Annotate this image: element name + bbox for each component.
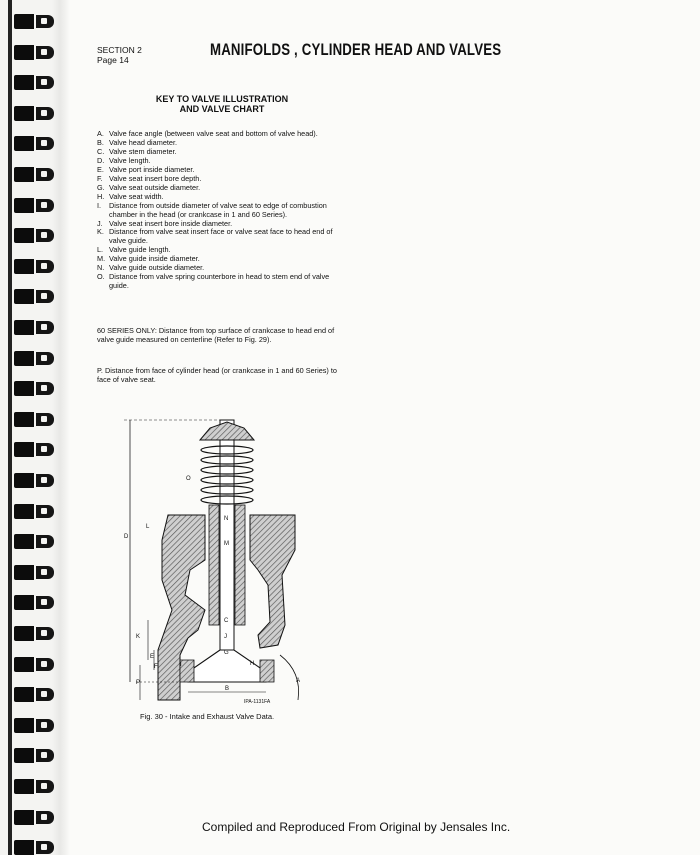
label-f: F [154,664,158,670]
label-d: D [124,534,129,540]
label-b: B [225,686,230,692]
key-description: Valve length. [109,155,151,165]
note-p: P. Distance from face of cylinder head (or crankcase in 1 and 60 Series) to face of valve seat. [97,366,337,384]
binding-ring [14,259,54,274]
binding-ring [14,14,54,29]
binding-ring [14,626,54,641]
key-letter: H. [97,191,105,201]
label-l: L [146,524,150,530]
key-letter: K. [97,227,104,237]
binding-ring [14,198,54,213]
binding-ring [14,167,54,182]
label-g: G [224,650,229,656]
label-a: A [296,678,301,684]
key-letter: G. [97,182,105,192]
key-description: Valve seat width. [109,191,164,201]
label-m: M [224,541,229,547]
key-description: Valve seat outside diameter. [109,182,201,192]
binding-ring [14,442,54,457]
note-60-series: 60 SERIES ONLY: Distance from top surface of crankcase to head end of valve guide measured on centerline (Refer to Fig. 29). [97,326,335,344]
binding-ring [14,136,54,151]
page-number: Page 14 [97,55,129,65]
key-description: Valve guide length. [109,245,171,255]
key-heading-line1: KEY TO VALVE ILLUSTRATION [155,94,289,104]
key-letter: B. [97,137,104,147]
label-k: K [136,634,141,640]
key-letter: A. [97,129,104,138]
binding-ring [14,473,54,488]
binding-ring [14,228,54,243]
key-letter: N. [97,263,105,273]
key-description: Distance from valve seat insert face or valve seat face to head end of valve guide. [109,227,333,246]
section-label [97,45,142,65]
key-heading-line2: AND VALVE CHART [179,104,265,114]
binding-ring [14,840,54,855]
label-p: P [136,680,141,686]
key-description: Valve face angle (between valve seat and bottom of valve head). [109,129,318,138]
cylinder-head-right [250,515,295,648]
binding-ring [14,45,54,60]
key-list [97,130,350,291]
key-letter: D. [97,155,105,165]
key-item [97,228,350,246]
binding-ring [14,289,54,304]
figure-code: IPA-1131FA [244,699,271,705]
binding-ring [14,810,54,825]
label-e: E [150,654,155,660]
binding-ring [14,504,54,519]
label-h: H [250,661,255,667]
key-description: Valve head diameter. [109,137,178,147]
page-title: MANIFOLDS , CYLINDER HEAD AND VALVES [210,40,502,59]
footer-credit: Compiled and Reproduced From Original by Jensales Inc. [202,820,511,834]
binding-ring [14,687,54,702]
binding-ring [14,657,54,672]
binding-ring [14,381,54,396]
key-letter: I. [97,200,102,210]
binding-ring [14,595,54,610]
label-j: J [224,634,227,640]
key-description: Valve stem diameter. [109,146,177,156]
binding-ring [14,351,54,366]
label-c: C [224,618,229,624]
spring-retainer [200,422,254,440]
binding-ring [14,534,54,549]
key-item [97,202,350,220]
key-item [97,273,350,291]
key-letter: F. [97,173,103,183]
binding-ring [14,75,54,90]
key-letter: L. [97,245,104,255]
key-letter: C. [97,146,105,156]
key-description: Valve guide outside diameter. [109,263,205,273]
key-heading [122,94,322,114]
binding-ring [14,779,54,794]
key-letter: O. [97,272,105,282]
key-letter: E. [97,164,104,174]
key-description: Valve seat insert bore inside diameter. [109,218,233,228]
binding-ring [14,106,54,121]
label-o: O [186,476,191,482]
binding-ring [14,412,54,427]
key-description: Valve port inside diameter. [109,164,195,174]
key-letter: J. [97,218,103,228]
valve-guide-right [235,505,245,625]
comb-binding [0,0,70,855]
key-description: Distance from valve spring counterbore in head to stem end of valve guide. [109,272,330,291]
valve-illustration [110,410,320,710]
label-n: N [224,516,229,522]
binding-ring [14,718,54,733]
label-i: I [180,662,182,668]
binding-ring [14,748,54,763]
key-description: Valve guide inside diameter. [109,254,200,264]
valve-guide-left [209,505,219,625]
binding-ring [14,565,54,580]
section-number: SECTION 2 [97,45,142,55]
key-description: Distance from outside diameter of valve seat to edge of combustion chamber in the head (or crankcase in 1 and 60 Series). [109,200,327,219]
figure-caption: Fig. 30 - Intake and Exhaust Valve Data. [140,712,275,721]
key-description: Valve seat insert bore depth. [109,173,202,183]
binding-spine [8,0,12,855]
key-letter: M. [97,254,106,264]
binding-ring [14,320,54,335]
